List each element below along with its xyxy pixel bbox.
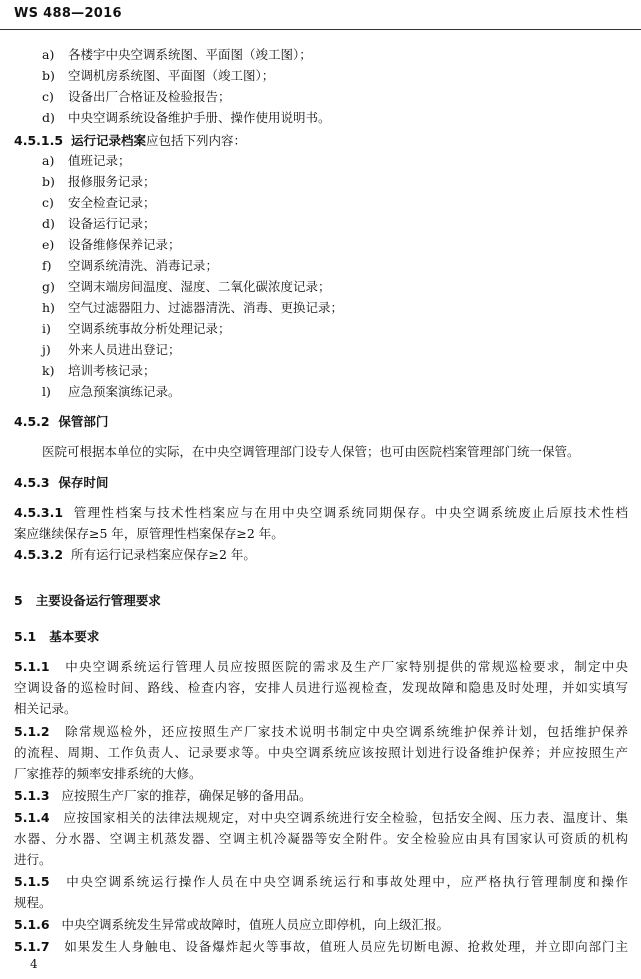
list-label: h) — [42, 300, 55, 315]
clause-5-1-1-line: 空调设备的巡检时间、路线、检查内容，安排人员进行巡视检查，发现故障和隐患及时处理，并如实填写 — [14, 680, 628, 695]
list-label: a) — [42, 153, 55, 168]
section-number: 5.1 — [14, 629, 37, 644]
list-label: l) — [42, 384, 51, 399]
clause-text: 应按国家相关的法律法规规定，对中央空调系统进行安全检验，包括安全阀、压力表、温度计、集 — [63, 810, 628, 825]
list-text: 空调系统事故分析处理记录； — [68, 321, 231, 336]
list-item — [42, 298, 343, 318]
section-title: 基本要求 — [49, 629, 100, 644]
list-label: j) — [42, 342, 51, 357]
list-item — [42, 256, 218, 276]
list-item — [42, 214, 156, 234]
list-text: 设备出厂合格证及检验报告； — [68, 89, 231, 104]
clause-number: 5.1.5 — [14, 874, 50, 889]
clause-5-1-5-line — [14, 872, 628, 892]
clause-5-1-1-line: 相关记录。 — [14, 701, 77, 716]
clause-4-5-3-2 — [14, 545, 256, 565]
header-divider — [0, 29, 641, 30]
section-number: 4.5.3 — [14, 475, 50, 490]
clause-number: 5.1.7 — [14, 939, 50, 954]
paragraph: 医院可根据本单位的实际，在中央空调管理部门设专人保管；也可由医院档案管理部门统一保管。 — [42, 444, 580, 459]
list-label: e) — [42, 237, 55, 252]
clause-bold-term: 运行记录档案 — [71, 133, 147, 148]
clause-5-1-2-line: 的流程、周期、工作负责人、记录要求等。中央空调系统应该按照计划进行设备维护保养；并应按照生产 — [14, 745, 628, 760]
clause-text: 中央空调系统发生异常或故障时，值班人员应立即停机，向上级汇报。 — [61, 917, 450, 932]
clause-number: 4.5.3.2 — [14, 547, 64, 562]
clause-text: 中央空调系统运行操作人员在中央空调系统运行和事故处理中，应严格执行管理制度和操作 — [66, 874, 628, 889]
clause-number: 4.5.3.1 — [14, 505, 64, 520]
list-text: 设备运行记录； — [68, 216, 156, 231]
list-item — [42, 172, 156, 192]
section-number: 4.5.2 — [14, 414, 50, 429]
clause-number: 5.1.3 — [14, 788, 50, 803]
list-text: 空调末端房间温度、湿度、二氧化碳浓度记录； — [68, 279, 331, 294]
section-title: 保存时间 — [58, 475, 109, 490]
list-item — [42, 193, 156, 213]
clause-4-5-3-1-line — [14, 503, 628, 523]
list-label: c) — [42, 195, 54, 210]
clause-5-1-4-line: 水器、分水器、空调主机蒸发器、空调主机冷凝器等安全附件。安全检验应由具有国家认可资质的机构 — [14, 831, 628, 846]
list-item — [42, 45, 312, 65]
clause-5-1-6 — [14, 915, 449, 935]
list-text: 空气过滤器阻力、过滤器清洗、消毒、更换记录； — [68, 300, 344, 315]
clause-4-5-3-1-line: 案应继续保存≥5 年，原管理性档案保存≥2 年。 — [14, 526, 284, 541]
list-item — [42, 108, 331, 128]
clause-number: 5.1.1 — [14, 659, 50, 674]
list-item — [42, 277, 331, 297]
clause-5-1-7-line — [14, 937, 628, 957]
clause-5-1-5-line: 规程。 — [14, 895, 52, 910]
list-text: 报修服务记录； — [68, 174, 156, 189]
list-label: b) — [42, 174, 55, 189]
clause-5-1-1-line — [14, 657, 628, 677]
clause-5-1-2-line — [14, 722, 628, 742]
clause-5-1-2-line: 厂家推荐的频率安排系统的大修。 — [14, 766, 202, 781]
clause-number: 4.5.1.5 — [14, 133, 64, 148]
clause-number: 5.1.2 — [14, 724, 50, 739]
clause-4-5-1-5 — [14, 131, 246, 151]
list-item — [42, 319, 231, 339]
list-label: k) — [42, 363, 55, 378]
chapter-heading-5 — [14, 591, 161, 611]
clause-5-1-4-line: 进行。 — [14, 852, 52, 867]
list-label: d) — [42, 110, 55, 125]
clause-number: 5.1.6 — [14, 917, 50, 932]
page-number: 4 — [30, 957, 38, 971]
list-text: 值班记录； — [68, 153, 131, 168]
list-text: 培训考核记录； — [68, 363, 156, 378]
clause-5-1-3 — [14, 786, 312, 806]
list-label: c) — [42, 89, 54, 104]
clause-text: 管理性档案与技术性档案应与在用中央空调系统同期保存。中央空调系统废止后原技术性档 — [73, 505, 628, 520]
section-heading-4-5-3 — [14, 473, 108, 493]
list-text: 中央空调系统设备维护手册、操作使用说明书。 — [68, 110, 331, 125]
list-label: b) — [42, 68, 55, 83]
clause-5-1-4-line — [14, 808, 628, 828]
clause-text: 中央空调系统运行管理人员应按照医院的需求及生产厂家特别提供的常规巡检要求，制定中央 — [65, 659, 628, 674]
list-text: 各楼宇中央空调系统图、平面图（竣工图）； — [68, 47, 312, 62]
standard-code: WS 488—2016 — [14, 6, 122, 21]
section-heading-4-5-2 — [14, 412, 108, 432]
list-label: a) — [42, 47, 55, 62]
list-label: g) — [42, 279, 55, 294]
list-item — [42, 361, 156, 381]
list-label: i) — [42, 321, 51, 336]
list-label: f) — [42, 258, 52, 273]
section-heading-5-1 — [14, 627, 99, 647]
list-text: 安全检查记录； — [68, 195, 156, 210]
list-item — [42, 87, 231, 107]
list-item — [42, 235, 181, 255]
chapter-number: 5 — [14, 593, 23, 608]
clause-text: 应按照生产厂家的推荐，确保足够的备用品。 — [61, 788, 312, 803]
list-text: 外来人员进出登记； — [68, 342, 181, 357]
clause-text: 所有运行记录档案应保存≥2 年。 — [71, 547, 256, 562]
section-title: 保管部门 — [58, 414, 109, 429]
list-text: 空调机房系统图、平面图（竣工图）； — [68, 68, 275, 83]
list-text: 空调系统清洗、消毒记录； — [68, 258, 219, 273]
clause-text: 除常规巡检外，还应按照生产厂家技术说明书制定中央空调系统维护保养计划，包括维护保养 — [65, 724, 628, 739]
clause-text: 应包括下列内容： — [146, 133, 247, 148]
chapter-title: 主要设备运行管理要求 — [35, 593, 161, 608]
list-text: 设备维修保养记录； — [68, 237, 181, 252]
clause-number: 5.1.4 — [14, 810, 50, 825]
list-item — [42, 340, 181, 360]
list-item — [42, 382, 181, 402]
list-label: d) — [42, 216, 55, 231]
list-text: 应急预案演练记录。 — [68, 384, 181, 399]
list-item — [42, 151, 131, 171]
clause-text: 如果发生人身触电、设备爆炸起火等事故，值班人员应先切断电源、抢救处理，并立即向部门主 — [64, 939, 628, 954]
list-item — [42, 66, 274, 86]
